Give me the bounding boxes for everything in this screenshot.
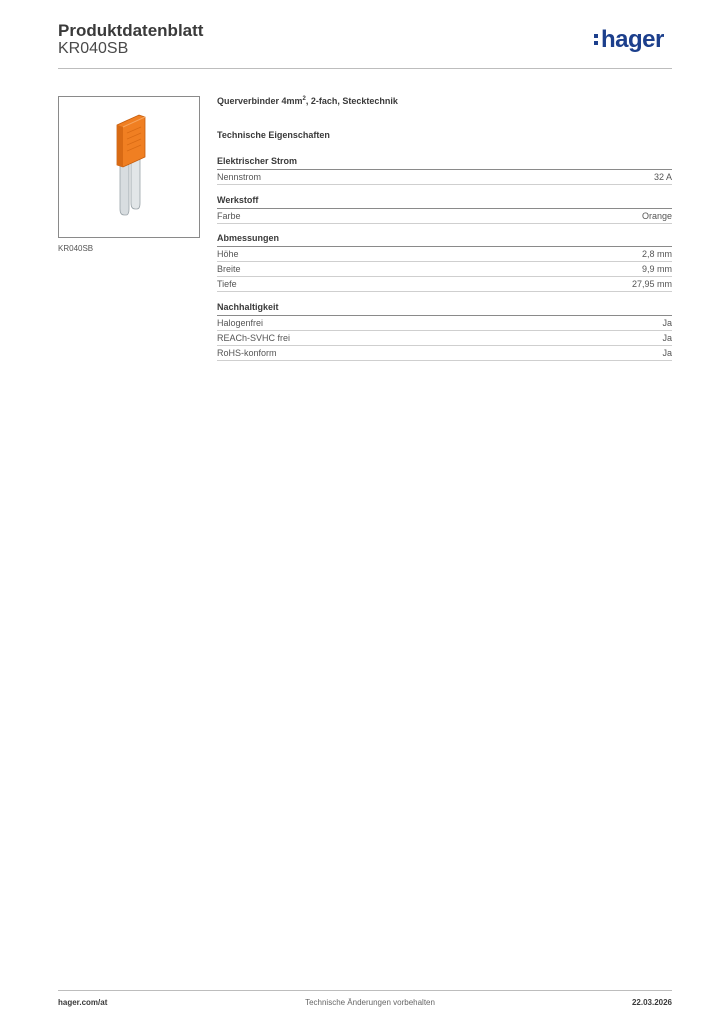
spec-label: Breite (217, 264, 241, 274)
spec-label: Höhe (217, 249, 239, 259)
spec-row (217, 247, 672, 262)
hager-logo (594, 28, 664, 52)
spec-row (217, 331, 672, 346)
spec-row (217, 277, 672, 292)
spec-group-material (217, 195, 672, 224)
footer-website-link[interactable]: hager.com/at (58, 998, 108, 1007)
description-tail: , 2-fach, Stecktechnik (305, 96, 398, 106)
connector-body (117, 115, 145, 167)
spec-label: Tiefe (217, 279, 237, 289)
spec-value: Ja (662, 348, 672, 358)
spec-row (217, 346, 672, 361)
header-divider (58, 68, 672, 69)
spec-value: Ja (662, 318, 672, 328)
image-caption: KR040SB (58, 244, 94, 253)
spec-row (217, 170, 672, 185)
spec-row (217, 262, 672, 277)
logo-text: hager (601, 26, 664, 53)
product-code-heading: KR040SB (58, 40, 129, 57)
spec-value: 27,95 mm (631, 279, 672, 289)
product-image-frame (58, 96, 200, 238)
spec-row (217, 316, 672, 331)
spec-label: Farbe (217, 211, 241, 221)
spec-group-dimensions (217, 233, 672, 292)
spec-value: 32 A (653, 172, 672, 182)
spec-value: Ja (662, 333, 672, 343)
spec-group-sustainability (217, 302, 672, 361)
spec-group-title: Elektrischer Strom (217, 156, 672, 170)
footer-date: 22.03.2026 (631, 998, 672, 1007)
footer-disclaimer: Technische Änderungen vorbehalten (305, 998, 435, 1007)
footer-divider (58, 990, 672, 991)
spec-label: REACh-SVHC frei (217, 333, 291, 343)
spec-value: 2,8 mm (641, 249, 672, 259)
technical-properties-heading: Technische Eigenschaften (217, 130, 330, 140)
spec-label: Nennstrom (217, 172, 262, 182)
description-superscript: 2 (302, 96, 306, 102)
spec-group-title: Werkstoff (217, 195, 672, 209)
spec-group-title: Abmessungen (217, 233, 672, 247)
spec-label: RoHS-konform (217, 348, 277, 358)
spec-group-title: Nachhaltigkeit (217, 302, 672, 316)
product-description (217, 96, 398, 106)
spec-row (217, 209, 672, 224)
spec-label: Halogenfrei (217, 318, 264, 328)
logo-dots-icon (594, 32, 599, 46)
page-title: Produktdatenblatt (58, 21, 204, 40)
spec-value: 9,9 mm (641, 264, 672, 274)
spec-value: Orange (641, 211, 672, 221)
product-image (59, 97, 199, 237)
description-main: Querverbinder 4mm (217, 96, 303, 106)
spec-group-electrical (217, 156, 672, 185)
